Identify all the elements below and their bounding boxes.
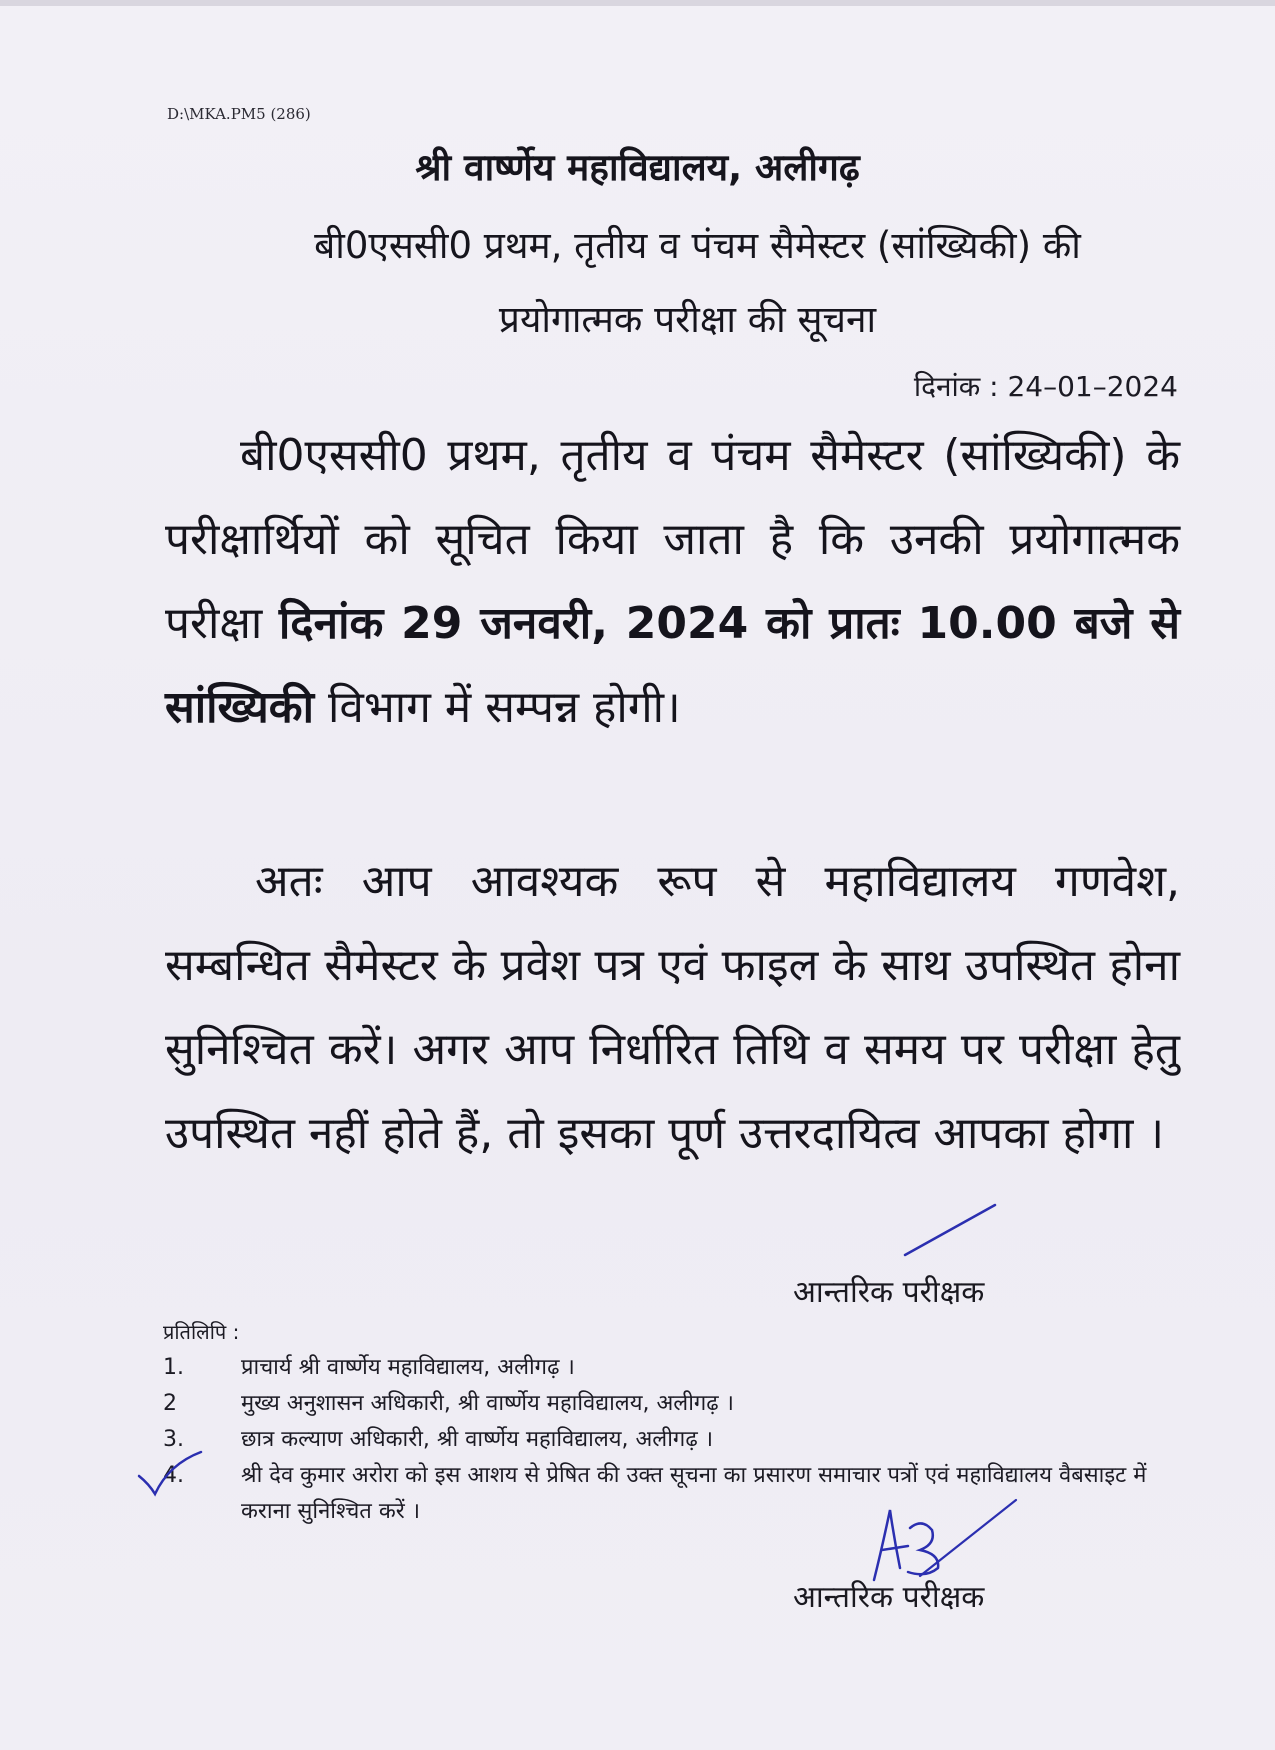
- list-item: [163, 1386, 1193, 1422]
- body-paragraph-2: अतः आप आवश्यक रूप से महाविद्यालय गणवेश, सम्बन्धित सैमेस्टर के प्रवेश पत्र एवं फाइल के साथ उपस्थित होना सुनिश्चित करें। अगर आप निर्धारित तिथि व समय पर परीक्षा हेतु उपस्थित नहीं होते हैं, तो इसका पूर्ण उत्तरदायित्व आपका होगा ।: [165, 856, 1180, 1159]
- list-item: [163, 1458, 1193, 1530]
- list-item-number: 2: [163, 1391, 177, 1416]
- notice-date: दिनांक : 24–01–2024: [913, 370, 1178, 403]
- list-item-text: प्राचार्य श्री वार्ष्णेय महाविद्यालय, अलीगढ़ ।: [241, 1355, 575, 1380]
- list-item-text: श्री देव कुमार अरोरा को इस आशय से प्रेषित की उक्त सूचना का प्रसारण समाचार पत्रों एवं महाविद्यालय वैबसाइट में कराना सुनिश्चित करें ।: [241, 1463, 1147, 1524]
- list-item-text: मुख्य अनुशासन अधिकारी, श्री वार्ष्णेय महाविद्यालय, अलीगढ़ ।: [241, 1391, 734, 1416]
- list-item-number: 4.: [163, 1463, 184, 1488]
- subject-line: बी0एससी0 प्रथम, तृतीय व पंचम सैमेस्टर (सांख्यिकी) की: [314, 224, 1081, 267]
- checkmark-icon: [135, 1448, 205, 1498]
- body-p1-start: बी0एससी0 प्रथम, तृतीय व पंचम सैमेस्टर (सांख्यिकी) के परीक्षार्थियों को सूचित किया जाता है कि उनकी प्रयोगात्मक परीक्षा: [165, 430, 1180, 649]
- list-item: [163, 1422, 1193, 1458]
- scan-edge: [0, 0, 1275, 6]
- body-paragraph-1: [165, 414, 1180, 750]
- college-name: श्री वार्ष्णेय महाविद्यालय, अलीगढ़: [415, 146, 860, 189]
- exam-date-time: दिनांक 29 जनवरी, 2024 को प्रातः 10.00 बजे से सांख्यिकी: [165, 598, 1180, 733]
- copy-list: [163, 1350, 1193, 1530]
- body-p1-end: विभाग में सम्पन्न होगी।: [313, 682, 681, 733]
- list-item-number: 3.: [163, 1427, 184, 1452]
- list-item: [163, 1350, 1193, 1386]
- signatory-internal-examiner-2: आन्तरिक परीक्षक: [793, 1580, 985, 1615]
- file-reference: D:\MKA.PM5 (286): [167, 105, 311, 123]
- handwritten-signature: [860, 1488, 1020, 1588]
- list-item-text: छात्र कल्याण अधिकारी, श्री वार्ष्णेय महाविद्यालय, अलीगढ़ ।: [241, 1427, 714, 1452]
- notice-title: प्रयोगात्मक परीक्षा की सूचना: [498, 298, 877, 341]
- signatory-internal-examiner-1: आन्तरिक परीक्षक: [793, 1275, 985, 1310]
- copy-heading: प्रतिलिपि :: [163, 1320, 240, 1344]
- list-item-number: 1.: [163, 1355, 184, 1380]
- signature-tick-mark: [900, 1200, 1000, 1260]
